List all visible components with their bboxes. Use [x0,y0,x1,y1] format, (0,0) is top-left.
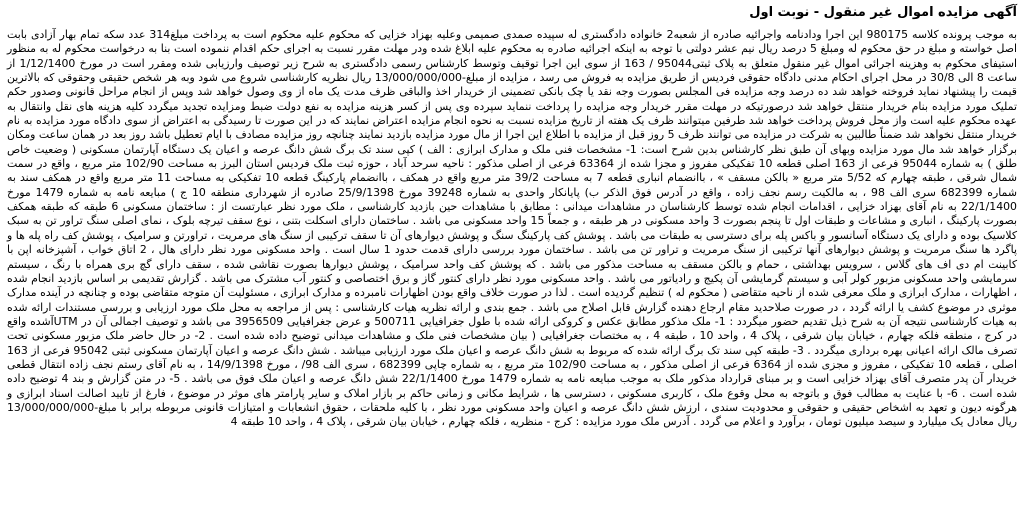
notice-title: آگهی مزایده اموال غیر منقول - نوبت اول [749,5,1017,20]
notice-body: به موجب پرونده کلاسه 980175 این اجرا ودادنامه واجرائیه صادره از شعبه2 خانواده دادگستری له سپیده صمدی صمیمی وعلیه بهزاد خزایی که محکوم علیه محکوم است به پرداخت مبلغ314 عدد سکه تمام بهار آزادی بابت اصل خواسته و مبلغ در حق محکوم له ومبلغ 5 درصد ریال نیم عشر دولتی با توجه به اینکه اجرائیه صادره به محکوم علیه ابلاغ شده ودر مهلت مقرر نسبت به اجرای حکم اقدام ننموده است بنا به درخواست محکوم له به منظور استیفای محکوم به وهزینه اجرائی اموال غیر منقول متعلق به پلاک ثبتی95044 / 163 از سوی این اجرا توقیف وتوسط کارشناس رسمی دادگستری به شرح زیر توصیف وارزیابی شده ومقرر است در مورخ 1/12/1400 از ساعت 8 الی 30/8 در محل اجرای احکام مدنی دادگاه حقوقی فردیس از طریق مزایده به فروش می رسد ، مزایده از مبلغ-13/000/000/000 ریال نظریه کارشناسی شروع می شود وبه هر شخص حقیقی وحقوقی که بالاترین قیمت را پیشنهاد نماید فروخته خواهد شد ده درصد وجه مزایده فی المجلس بصورت وجه نقد یا چک بانکی تضمینی از خریدار اخذ والباقی ظرف مدت یک ماه از وی وصول خواهد شد وپس از انجام مراحل قانونی وصدور حکم تملیک مورد مزایده بنام خریدار منتقل خواهد شد درصورتیکه در مهلت مقرر خریدار وجه مزایده را پرداخت ننماید سپرده وی پس از کسر هزینه مزایده به نفع دولت ضبط ومزایده تجدید میگردد کلیه هزینه های نقل وانتقال به عهده محکوم علیه است واز محل فروش پرداخت خواهد شد طرفین میتوانند ظرف یک هفته از تاریخ مزایده نسبت به نحوه انجام مزایده اعتراض نمایند که در این صورت تا رسیدگی به اعتراض از سوی دادگاه مورد مزایده به نام خریدار منتقل نخواهد شد ضمناً طالبین به شرکت در مزایده می توانند ظرف 5 روز قبل از مزایده با اطلاع این اجرا از مال مورد مزایده بازدید نمایند چنانچه روز مزایده مصادف با ایام تعطیل باشد روز بعد در همان ساعت ومکان برگزار خواهد شد مال مورد مزایده وبهای آن طبق نظر کارشناس بدین شرح است: 1- مشخصات فنی ملک و مدارک ابرازی : الف ) کپی سند تک برگ شش دانگ عرصه و اعیان یک دستگاه آپارتمان مسکونی ( وضعیت خاص طلق ) به شماره 95044 فرعی از 163 اصلی قطعه 10 تفکیکی مفروز و مجزا شده از 63364 فرعی از اصلی مذکور : ناحیه سرحد آباد ، حوزه ثبت ملک فردیس استان البرز به مساحت 102/90 متر مربع ، واقع در سمت شمال شرقی ، طبقه چهارم که 5/52 متر مربع « بالکن مسقف » ، باانضمام انباری قطعه 7 به مساحت 39/2 متر مربع واقع در همکف ، باانضمام پارکینگ قطعه 10 تفکیکی به مساحت 11 متر مربع واقع در همکف سند به شماره 682399 سری الف 98 ، به مالکیت رسم نجف زاده ، واقع در آدرس فوق الذکر ب) پایانکار واحدی به شماره 39248 مورخ 25/9/1398 صادره از شهرداری منطقه 10 ج ) مبایعه نامه به شماره 1479 مورخ 22/1/1400 به نام آقای بهزاد خزایی ، اقدامات انجام شده توسط کارشناسان در مشاهدات میدانی : مطابق با مشاهدات حین بازدید کارشناسی ، ملک مورد نظر عبارتست از : ساختمان مسکونی 6 طبقه که طبقه همکف بصورت پارکینگ ، انباری و مشاعات و طبقات اول تا پنجم بصورت 3 واحد مسکونی در هر طبقه ، و جمعاً 15 واحد مسکونی می باشد . ساختمان دارای اسکلت بتنی ، نوع سقف تیرچه بلوک ، نمای اصلی سنگ تراور تن به سبک کلاسیک بوده و دارای یک دستگاه آسانسور و باکس پله برای دسترسی به طبقات می باشد . پوشش کف پارکینگ سنگ و پوشش دیوارهای آن تا سقف ترکیبی از سنگ های مرمریت ، تراورتن و سرامیک ، پوشش کف راه پله ها و پاگرد ها سنگ مرمریت و پوشش دیوارهای آنها ترکیبی از سنگ مرمریت و تراور تن می باشد . ساختمان مورد بررسی دارای قدمت حدود 1 سال است . واحد مسکونی مورد نظر دارای هال ، 2 اتاق خواب ، آشپزخانه اپن با کابینت ام دی اف های گلاس ، سرویس بهداشتی ، حمام و بالکن مسقف به مساحت مذکور می باشد . که پوشش کف واحد سرامیک ، پوشش دیوارها بصورت نقاشی شده ، سقف دارای گچ بری همراه با رنگ ، سیستم سرمایشی واحد مسکونی مزبور کولر آبی و سیستم گرمایشی آن پکیج و رادیاتور می باشد . واحد مسکونی مورد نظر دارای کنتور گاز و برق اختصاصی و کنتور آب مشترک می باشد . گزارش تقدیمی بر اساس بازدید انجام شده ، اظهارات ، مدارک ابرازی و ملک معرفی شده از ناحیه متقاضی ( محکوم له ) تنظیم گردیده است . لذا در صورت خلاف واقع بودن اظهارات نامبرده و مدارک ابرازی ، مسئولیت آن متوجه متقاضی بوده و چنانچه در آینده مدارک موثری در موضوع کشف یا ارائه گردد ، در صورت صلاحدید مقام ارجاع دهنده گزارش قابل اصلاح می باشد . جمع بندی و ارائه نظریه هیات کارشناسی : پس از مراجعه به محل ملک مورد ارزیابی و بررسی مستندات ارائه شده به هیات کارشناسی نتیجه آن به شرح ذیل تقدیم حضور میگردد : 1- ملک مذکور مطابق عکس و کروکی ارائه شده با طول جغرافیایی 500711 و عرض جغرافیایی 3956509 می باشد و توصیف اجمالی آن در UTMآشده واقع در کرج ، منطقه فلکه چهارم ، خیابان بیان شرقی ، پلاک 4 ، واحد 10 ، طبقه 4 ، به مختصات جغرافیایی ( بیان مشخصات فنی ملک و مشاهدات میدانی توضیح داده شده است . 2- در حال حاضر ملک مزبور مسکونی تحت تصرف مالک ارائه اعیانی بهره برداری میگردد . 3- طبقه کپی سند تک برگ ارائه شده که مربوط به شش دانگ عرصه و اعیان ملک مورد ارزیابی میباشد . شش دانگ عرصه و اعیان آپارتمان مسکونی ثبتی 95042 فرعی از 163 اصلی ، قطعه 10 تفکیکی ، مفروز و مجزی شده از 6364 فرعی از اصلی مذکور ، به مساحت 102/90 متر مربع ، به شماره چاپی 682399 ، سری الف 98/ ، مورخ 14/9/1398 ، به نام آقای رستم نجف زاده انتقال قطعی خریدار آن پدر متصرف آقای بهزاد خزایی است و بر مبنای قرارداد مذکور ملک به موجب مبایعه نامه به شماره 1479 مورخ 22/1/1400 شش دانگ عرصه و اعیان ملک فوق می باشد . 5- در متن گزارش و بند 4 توضیح داده شده است . 6- با عنایت به مطالب فوق و باتوجه به محل وقوع ملک ، کاربری مسکونی ، دسترسی ها ، شرایط مکانی و زمانی حاکم بر بازار املاک و سایر پارامتر های موثر در موضوع ، فارغ از تایید اصالت اسناد ابرازی و هرگونه دیون و تعهد به اشخاص حقیقی و حقوقی و محدودیت سندی ، ارزش شش دانگ عرصه و اعیان واحد مسکونی مورد نظر ، با کلیه ملحقات ، حقوق انشعابات و امتیازات قانونی مربوطه برابر با مبلغ-13/000/000/000 ریال معادل یک میلیارد و سیصد میلیون تومان ، برآورد و اعلام می گردد . آدرس ملک مورد مزایده : کرج - منظریه ، فلکه چهارم ، خیابان بیان شرقی ، پلاک 4 ، واحد 10 طبقه 4 [7,28,1018,429]
